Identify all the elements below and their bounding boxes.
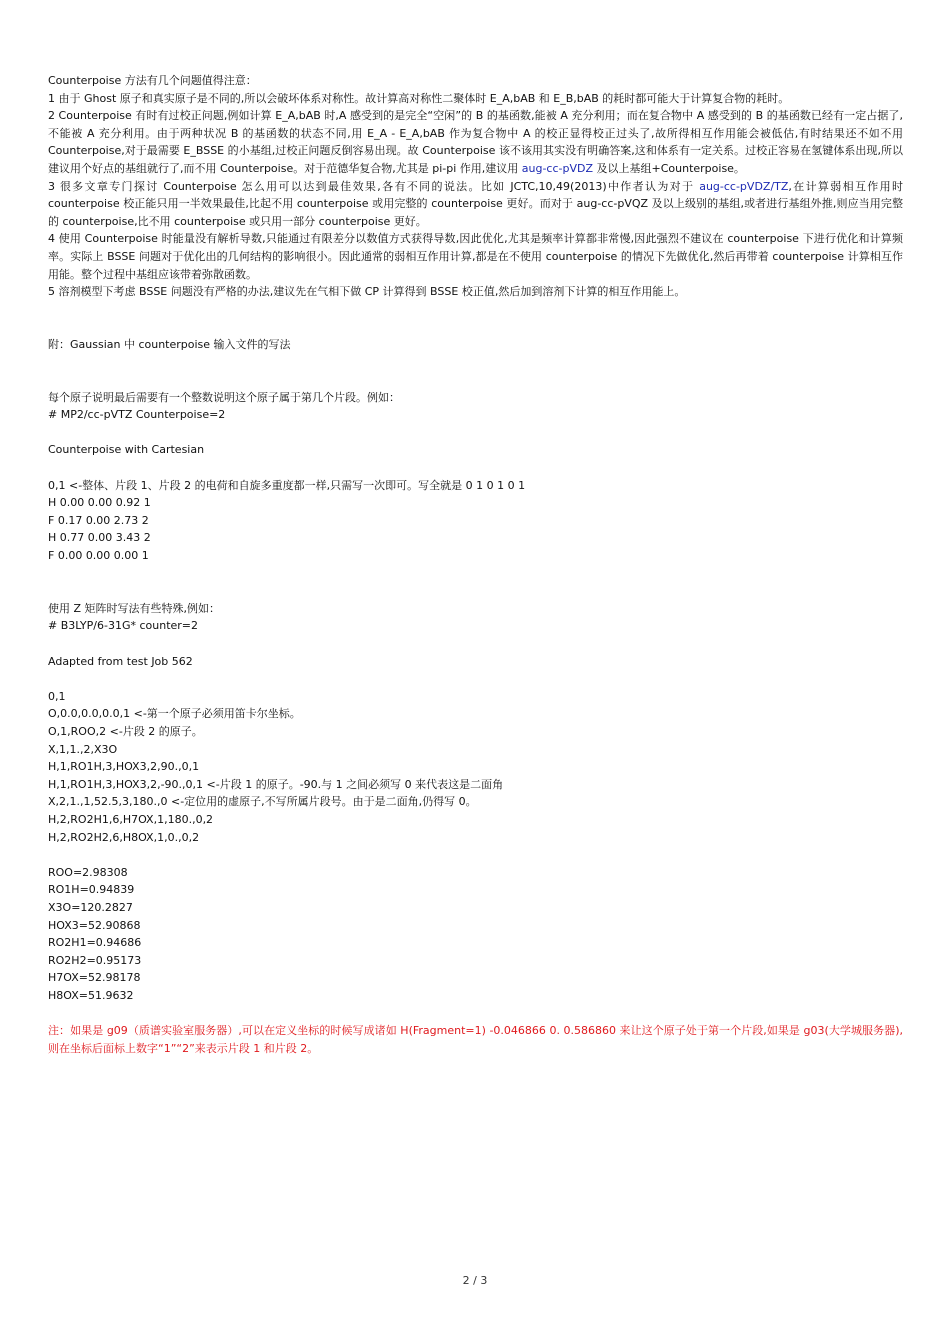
zmatrix-variable: RO2H1=0.94686 <box>48 936 142 950</box>
zmatrix-variable: H7OX=52.98178 <box>48 971 141 985</box>
spacer <box>48 459 903 477</box>
zmatrix-line: X,1,1.,2,X3O <box>48 742 118 756</box>
point-1: 1 由于 Ghost 原子和真实原子是不同的,所以会破坏体系对称性。故计算高对称性二聚体时 E_A,bAB 和 E_B,bAB 的耗时都可能大于计算复合物的耗时。 <box>48 91 790 105</box>
zmatrix-line: H,1,RO1H,3,HOX3,2,90.,0,1 <box>48 760 200 774</box>
example1-atom: F 0.00 0.00 0.00 1 <box>48 549 149 563</box>
zmatrix-line: H,2,RO2H1,6,H7OX,1,180.,0,2 <box>48 812 214 826</box>
point-5: 5 溶剂模型下考虑 BSSE 问题没有严格的办法,建议先在气相下做 CP 计算得到 BSSE 校正值,然后加到溶剂下计算的相互作用能上。 <box>48 285 686 299</box>
aug-cc-pvdz-link[interactable]: aug-cc-pVDZ <box>521 161 593 175</box>
example2-intro: 使用 Z 矩阵时写法有些特殊,例如： <box>48 601 221 615</box>
example1-atom: H 0.77 0.00 3.43 2 <box>48 531 151 545</box>
spacer <box>48 635 903 653</box>
example1-intro: 每个原子说明最后需要有一个整数说明这个原子属于第几个片段。例如： <box>48 390 400 404</box>
point-3-text-b: ,在计算弱相互作用时 counterpoise 校正能只用一半效果最佳,比起不用 counterpoise 或用完整的 counterpoise 更好。而对于 aug-cc-pVQZ 及以上级别的基组,或者进行基组外推,则应当用完整的 counterpoise,比不用 counterpoise 或只用一部分 counterpoise 更好。 <box>48 179 903 228</box>
point-2-text-b: 及以上基组+Counterpoise。 <box>593 161 745 175</box>
spacer <box>48 301 903 336</box>
spacer <box>48 670 903 688</box>
zmatrix-variable: RO2H2=0.95173 <box>48 953 142 967</box>
zmatrix-line: H,2,RO2H2,6,H8OX,1,0.,0,2 <box>48 830 200 844</box>
appendix-heading: 附：Gaussian 中 counterpoise 输入文件的写法 <box>48 337 291 351</box>
point-3-text-a: 3 很多文章专门探讨 Counterpoise 怎么用可以达到最佳效果,各有不同的说法。比如 JCTC,10,49(2013)中作者认为对于 <box>48 179 700 193</box>
point-3 <box>48 178 903 231</box>
spacer <box>48 354 903 389</box>
spacer <box>48 565 903 600</box>
red-note: 注：如果是 g09（质谱实验室服务器）,可以在定义坐标的时候写成诸如 H(Fragment=1) -0.046866 0. 0.586860 来让这个原子处于第一个片段,如果是 g03(大学城服务器),则在坐标后面标上数字“1”“2”来表示片段 1 和片段 2。 <box>48 1024 903 1055</box>
page-number: 2 / 3 <box>462 1274 488 1287</box>
example2-title: Adapted from test Job 562 <box>48 654 193 668</box>
zmatrix-line: H,1,RO1H,3,HOX3,2,-90.,0,1 <-片段 1 的原子。-90.与 1 之间必须写 0 来代表这是二面角 <box>48 777 504 791</box>
intro-line: Counterpoise 方法有几个问题值得注意： <box>48 74 257 87</box>
example1-title: Counterpoise with Cartesian <box>48 443 205 457</box>
spacer <box>48 1004 903 1022</box>
spacer <box>48 846 903 864</box>
zmatrix-line: O,0.0,0.0,0.0,1 <-第一个原子必须用笛卡尔坐标。 <box>48 707 301 721</box>
zmatrix-variable: RO1H=0.94839 <box>48 883 135 897</box>
spacer <box>48 424 903 442</box>
example1-charge: 0,1 <-整体、片段 1、片段 2 的电荷和自旋多重度都一样,只需写一次即可。写全就是 0 1 0 1 0 1 <box>48 478 526 492</box>
zmatrix-line: X,2,1.,1,52.5,3,180.,0 <-定位用的虚原子,不写所属片段号。由于是二面角,仍得写 0。 <box>48 795 477 809</box>
zmatrix-variable: X3O=120.2827 <box>48 900 133 914</box>
example1-atom: H 0.00 0.00 0.92 1 <box>48 496 151 510</box>
zmatrix-variable: HOX3=52.90868 <box>48 918 141 932</box>
zmatrix-variable: ROO=2.98308 <box>48 865 128 879</box>
zmatrix-line: O,1,ROO,2 <-片段 2 的原子。 <box>48 724 203 738</box>
point-4: 4 使用 Counterpoise 时能量没有解析导数,只能通过有限差分以数值方式获得导数,因此优化,尤其是频率计算都非常慢,因此强烈不建议在 counterpoise 下进行优化和计算频率。实际上 BSSE 问题对于优化出的几何结构的影响很小。因此通常的弱相互作用计算,都是在不使用 counterpoise 的情况下先做优化,然后再带着 counterpoise 计算相互作用能。整个过程中基组应该带着弥散函数。 <box>48 232 903 281</box>
example1-atom: F 0.17 0.00 2.73 2 <box>48 513 149 527</box>
point-2-text-a: 2 Counterpoise 有时有过校正问题,例如计算 E_A,bAB 时,A 感受到的是完全“空闲”的 B 的基函数,能被 A 充分利用；而在复合物中 A 感受到的 B 的基函数已经有一定占据了,不能被 A 充分利用。由于两种状况 B 的基函数的状态不同,用 E_A - E_A,bAB 作为复合物中 A 的校正显得校正过头了,故所得相互作用能会被低估,有时结果还不如不用 Counterpoise,对于最需要 E_BSSE 的小基组,过校正问题反倒容易出现。故 Counterpoise 该不该用其实没有明确答案,这和体系有一定关系。过校正容易在氢键体系出现,所以建议用个好点的基组就行了,而不用 Counterpoise。对于范德华复合物,尤其是 pi-pi 作用,建议用 <box>48 109 903 175</box>
example1-route: # MP2/cc-pVTZ Counterpoise=2 <box>48 408 226 422</box>
example2-route: # B3LYP/6-31G* counter=2 <box>48 619 199 633</box>
document-body <box>48 72 903 1057</box>
point-2 <box>48 107 903 177</box>
example2-charge: 0,1 <box>48 689 66 703</box>
zmatrix-variable: H8OX=51.9632 <box>48 988 134 1002</box>
aug-cc-pvdz-tz-link[interactable]: aug-cc-pVDZ/TZ <box>699 179 789 193</box>
